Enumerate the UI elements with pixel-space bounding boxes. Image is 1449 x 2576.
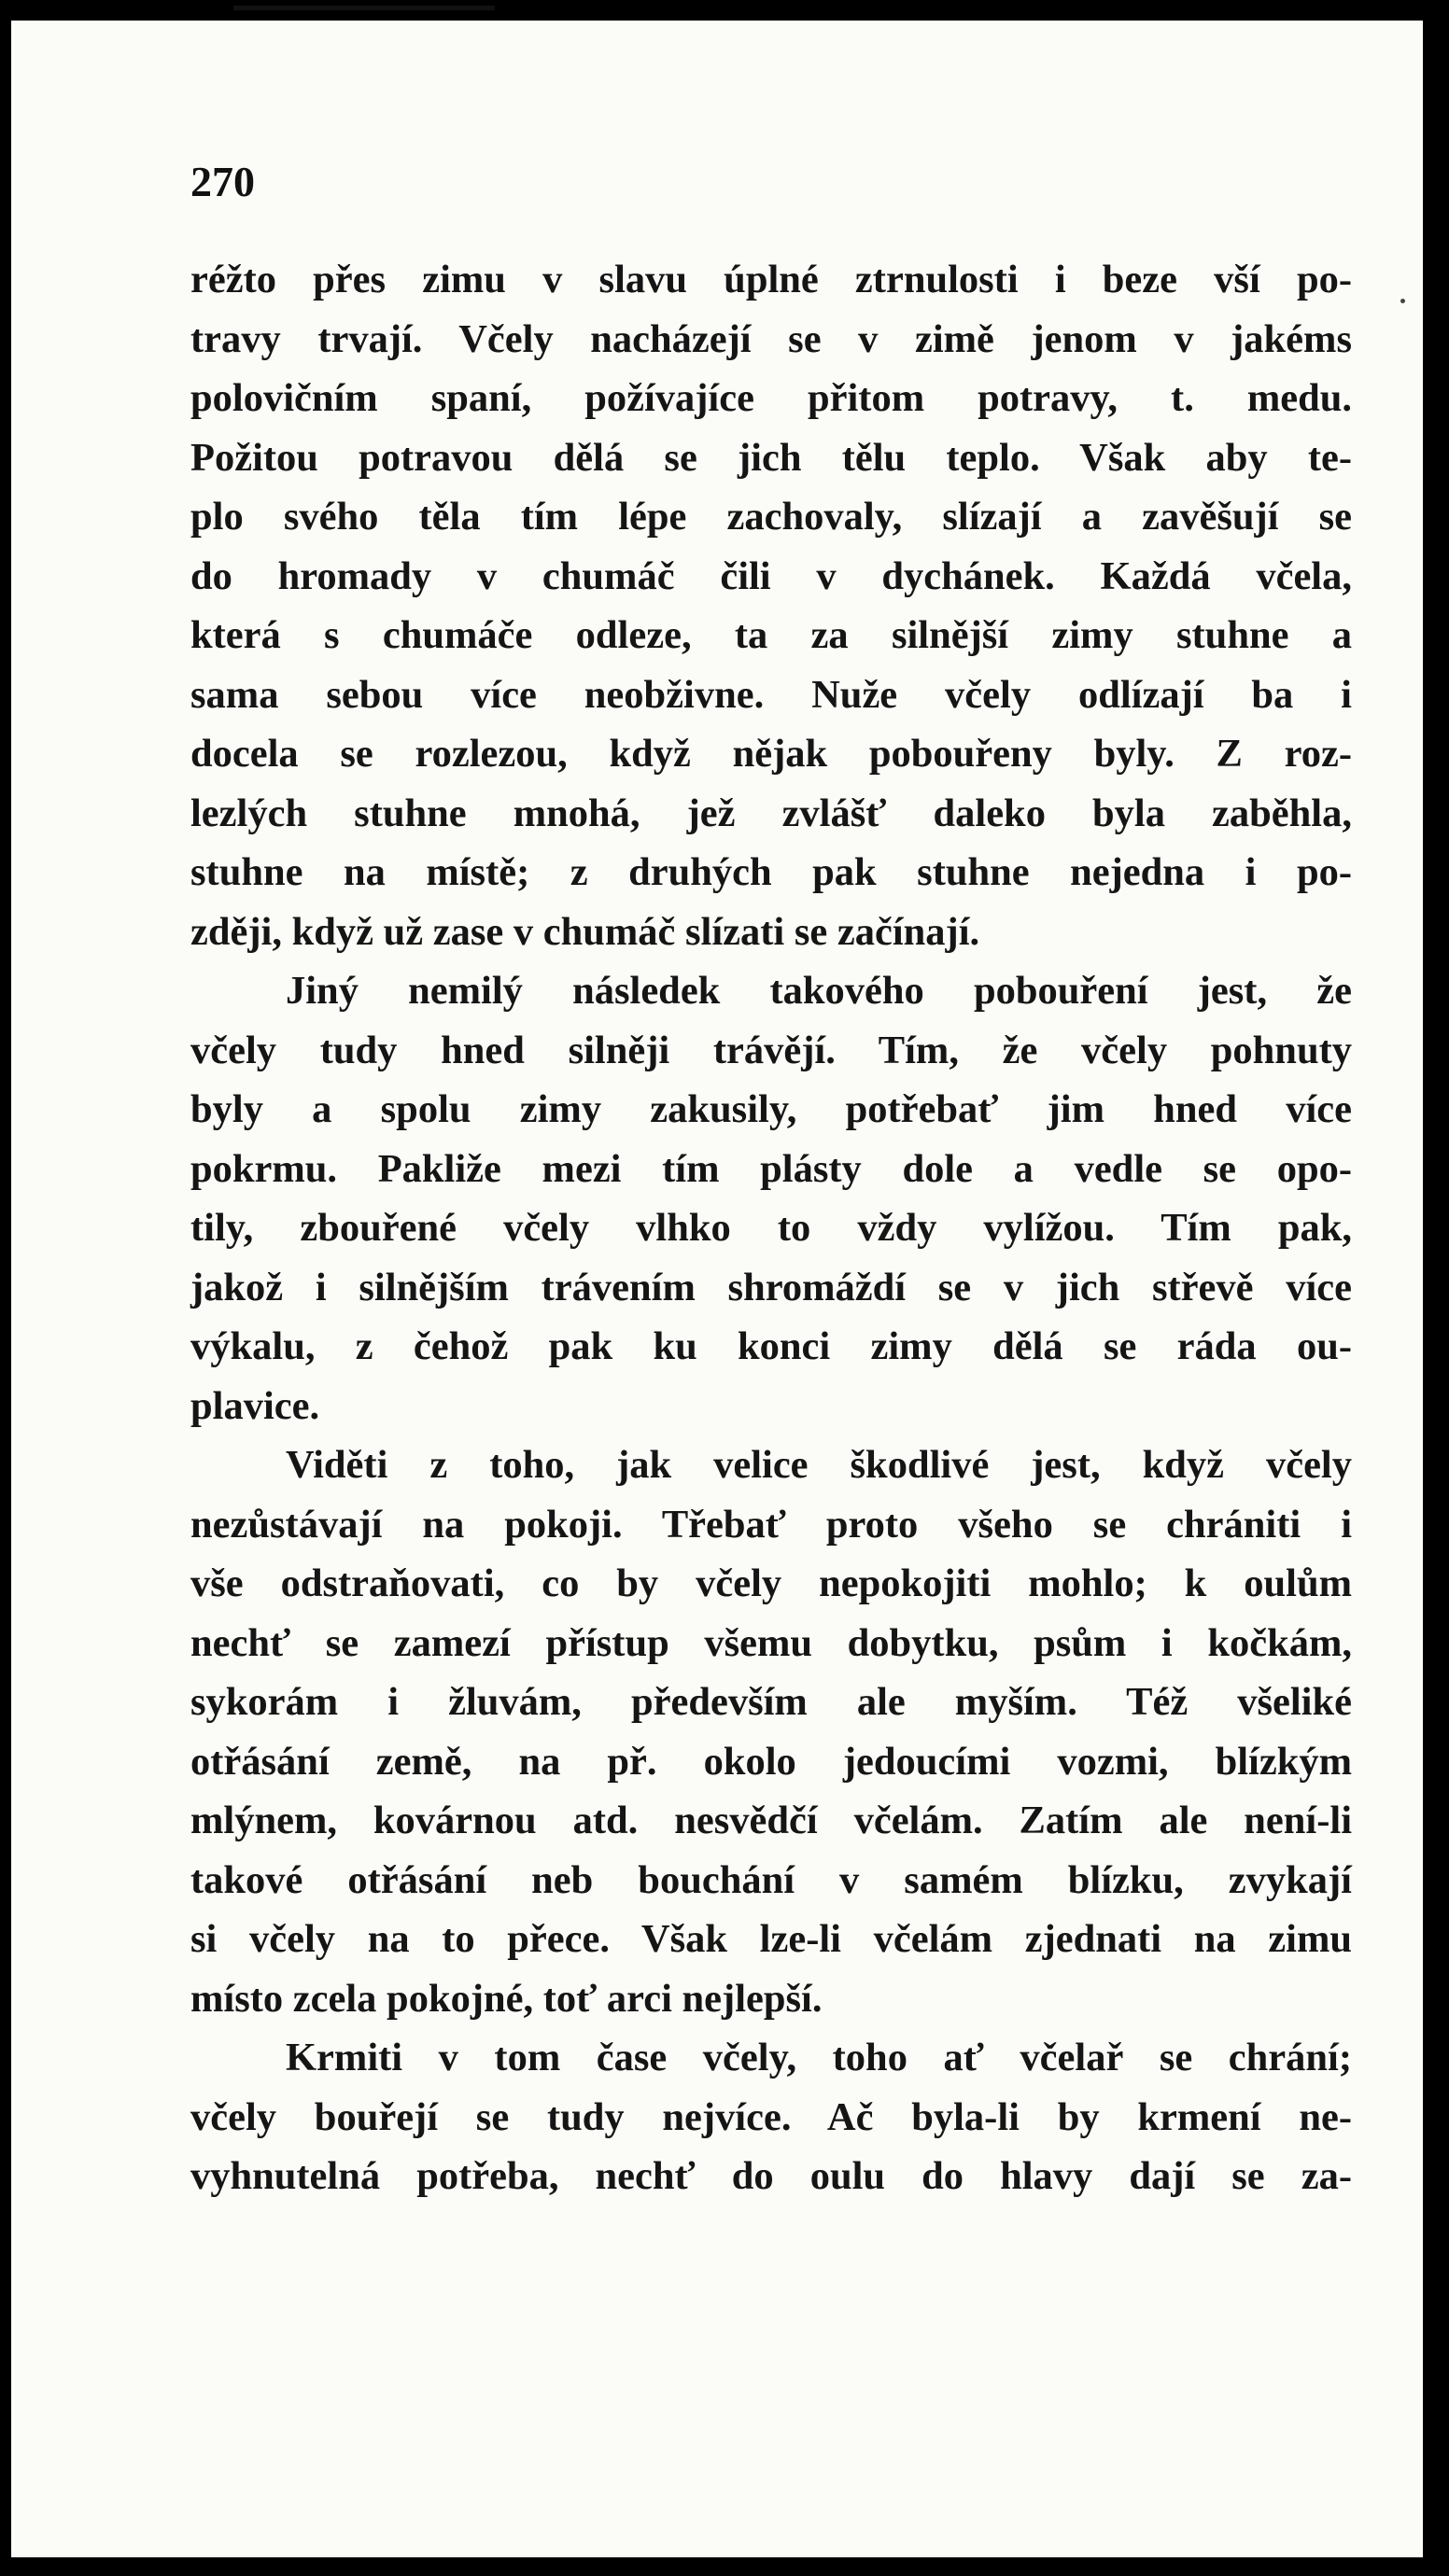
top-edge-rule: [233, 6, 495, 10]
text-line: výkalu, z čehož pak ku konci zimy dělá se ráda ou-: [190, 1324, 1352, 1368]
text-line: si včely na to přece. Však lze-li včelám zjednati na zimu: [190, 1917, 1352, 1961]
text-line: stuhne na místě; z druhých pak stuhne nejedna i po-: [190, 850, 1352, 894]
text-line: včely tudy hned silněji trávějí. Tím, že včely pohnuty: [190, 1028, 1352, 1072]
margin-speck: [1400, 299, 1405, 303]
text-line: tily, zbouřené včely vlhko to vždy vylížou. Tím pak,: [190, 1206, 1352, 1250]
text-line: Krmiti v tom čase včely, toho ať včelař se chrání;: [286, 2036, 1352, 2079]
text-line: Viděti z toho, jak velice škodlivé jest, když včely: [286, 1443, 1352, 1487]
text-line: která s chumáče odleze, ta za silnější zimy stuhne a: [190, 613, 1352, 657]
text-line: otřásání země, na př. okolo jedoucími vozmi, blízkým: [190, 1739, 1352, 1784]
text-line: plo svého těla tím lépe zachovaly, slízají a zavěšují se: [190, 495, 1352, 539]
text-line: včely bouřejí se tudy nejvíce. Ač byla-li by krmení ne-: [190, 2094, 1352, 2139]
text-line: do hromady v chumáč čili v dychánek. Každá včela,: [190, 553, 1352, 598]
text-line: jakož i silnějším trávením shromáždí se v jich střevě více: [190, 1265, 1352, 1309]
text-line: travy trvají. Včely nacházejí se v zimě jenom v jakéms: [190, 316, 1352, 361]
text-line: mlýnem, kovárnou atd. nesvědčí včelám. Zatím ale není-li: [190, 1799, 1352, 1842]
text-line: Jiný nemilý následek takového pobouření jest, že: [286, 969, 1352, 1013]
text-line: nezůstávají na pokoji. Třebať proto všeho se chrániti i: [190, 1502, 1352, 1547]
text-line: vše odstraňovati, co by včely nepokojiti mohlo; k oulům: [190, 1561, 1352, 1605]
text-line: réžto přes zimu v slavu úplné ztrnulosti i beze vší po-: [190, 258, 1352, 301]
text-line: docela se rozlezou, když nějak pobouřeny byly. Z roz-: [190, 732, 1352, 776]
text-line: nechť se zamezí přístup všemu dobytku, psům i kočkám,: [190, 1620, 1352, 1665]
text-line: byly a spolu zimy zakusily, potřebať jim hned více: [190, 1087, 1352, 1131]
text-line: lezlých stuhne mnohá, jež zvlášť daleko byla zaběhla,: [190, 791, 1352, 835]
text-line: Požitou potravou dělá se jich tělu teplo. Však aby te-: [190, 435, 1352, 480]
text-line: zději, když už zase v chumáč slízati se začínají.: [190, 909, 980, 954]
body-text: [190, 250, 1352, 2206]
text-line: vyhnutelná potřeba, nechť do oulu do hlavy dají se za-: [190, 2154, 1352, 2198]
text-line: takové otřásání neb bouchání v samém blízku, zvykají: [190, 1857, 1352, 1902]
text-line: sama sebou více neobživne. Nuže včely odlízají ba i: [190, 672, 1352, 717]
text-line: místo zcela pokojné, toť arci nejlepší.: [190, 1976, 823, 2021]
page-number: 270: [190, 158, 255, 205]
text-line: sykorám i žluvám, především ale myším. Též všeliké: [190, 1680, 1352, 1724]
text-line: plavice.: [190, 1383, 320, 1428]
text-line: pokrmu. Pakliže mezi tím plásty dole a vedle se opo-: [190, 1146, 1352, 1191]
text-line: polovičním spaní, požívajíce přitom potravy, t. medu.: [190, 376, 1352, 420]
